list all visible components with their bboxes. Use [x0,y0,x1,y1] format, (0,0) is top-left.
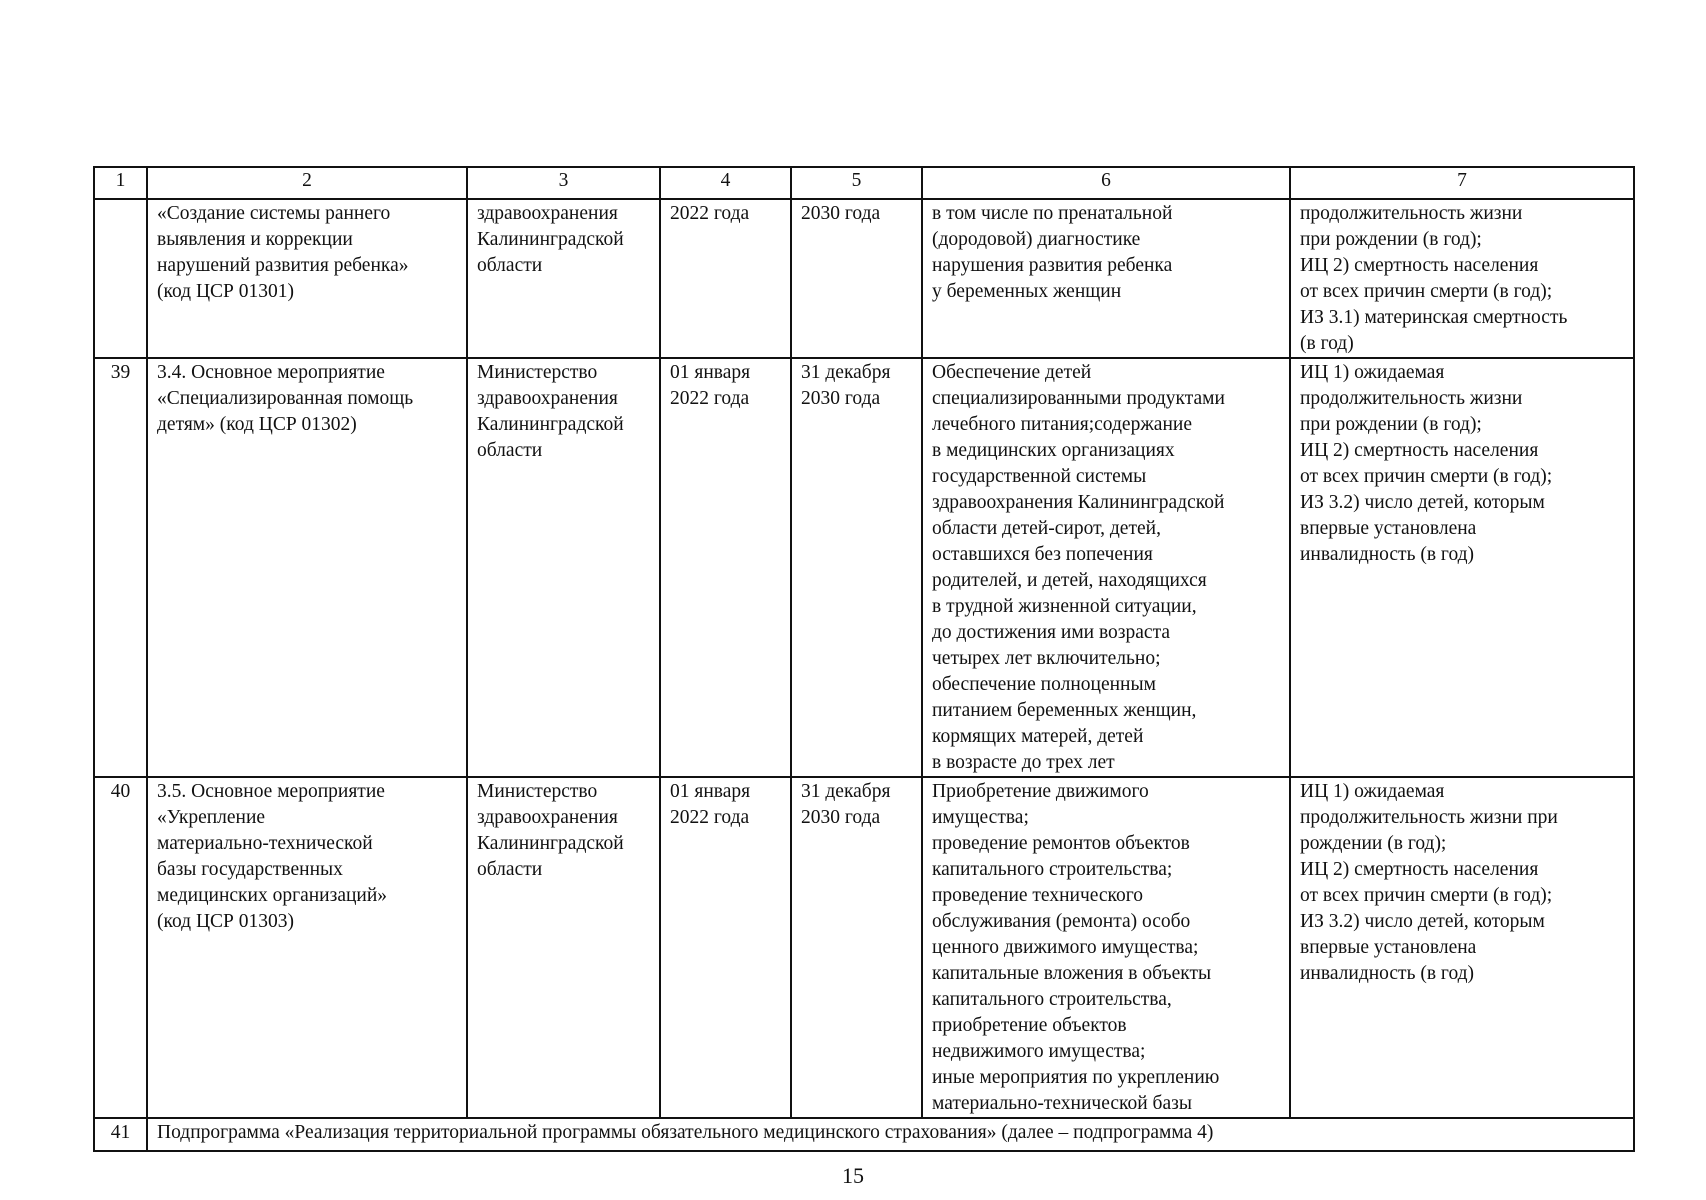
start-date: 01 января 2022 года [660,358,791,777]
measure-name: «Создание системы раннего выявления и коррекции нарушений развития ребенка» (код ЦСР 01301) [147,199,467,358]
indicators: ИЦ 1) ожидаемая продолжительность жизни при рождении (в год); ИЦ 2) смертность населения от всех причин смерти (в год); ИЗ 3.2) число детей, которым впервые установлена инвалидность (в год) [1290,358,1634,777]
column-number: 1 [94,167,147,199]
subprogram-title: Подпрограмма «Реализация территориальной программы обязательного медицинского страхования» (далее – подпрограмма 4) [147,1118,1634,1151]
measure-description: в том числе по пренатальной (дородовой) диагностике нарушения развития ребенка у беременных женщин [922,199,1290,358]
end-date: 2030 года [791,199,922,358]
row-number: 40 [94,777,147,1118]
table-row [94,777,1634,1118]
column-number: 7 [1290,167,1634,199]
end-date: 31 декабря 2030 года [791,777,922,1118]
measure-name: 3.4. Основное мероприятие «Специализированная помощь детям» (код ЦСР 01302) [147,358,467,777]
measures-table [93,166,1635,1152]
subprogram-row [94,1118,1634,1151]
end-date: 31 декабря 2030 года [791,358,922,777]
column-number: 2 [147,167,467,199]
executor: Министерство здравоохранения Калининградской области [467,777,660,1118]
executor: здравоохранения Калининградской области [467,199,660,358]
page-number: 15 [842,1163,864,1188]
measure-name: 3.5. Основное мероприятие «Укрепление материально-технической базы государственных медицинских организаций» (код ЦСР 01303) [147,777,467,1118]
row-number: 39 [94,358,147,777]
indicators: ИЦ 1) ожидаемая продолжительность жизни при рождении (в год); ИЦ 2) смертность населения от всех причин смерти (в год); ИЗ 3.2) число детей, которым впервые установлена инвалидность (в год) [1290,777,1634,1118]
table-row [94,199,1634,358]
measure-description: Обеспечение детей специализированными продуктами лечебного питания;содержание в медицинских организациях государственной системы здравоохранения Калининградской области детей-сирот, детей, оставшихся без попечения родителей, и детей, находящихся в трудной жизненной ситуации, до достижения ими возраста четырех лет включительно; обеспечение полноценным питанием беременных женщин, кормящих матерей, детей в возрасте до трех лет [922,358,1290,777]
row-number: 41 [94,1118,147,1151]
column-number: 6 [922,167,1290,199]
start-date: 01 января 2022 года [660,777,791,1118]
indicators: продолжительность жизни при рождении (в год); ИЦ 2) смертность населения от всех причин смерти (в год); ИЗ 3.1) материнская смертность (в год) [1290,199,1634,358]
column-number: 5 [791,167,922,199]
table-row [94,358,1634,777]
measure-description: Приобретение движимого имущества; проведение ремонтов объектов капитального строительства; проведение технического обслуживания (ремонта) особо ценного движимого имущества; капитальные вложения в объекты капитального строительства, приобретение объектов недвижимого имущества; иные мероприятия по укреплению материально-технической базы [922,777,1290,1118]
column-number: 3 [467,167,660,199]
start-date: 2022 года [660,199,791,358]
executor: Министерство здравоохранения Калининградской области [467,358,660,777]
column-number: 4 [660,167,791,199]
column-number-row [94,167,1634,199]
row-number [94,199,147,358]
